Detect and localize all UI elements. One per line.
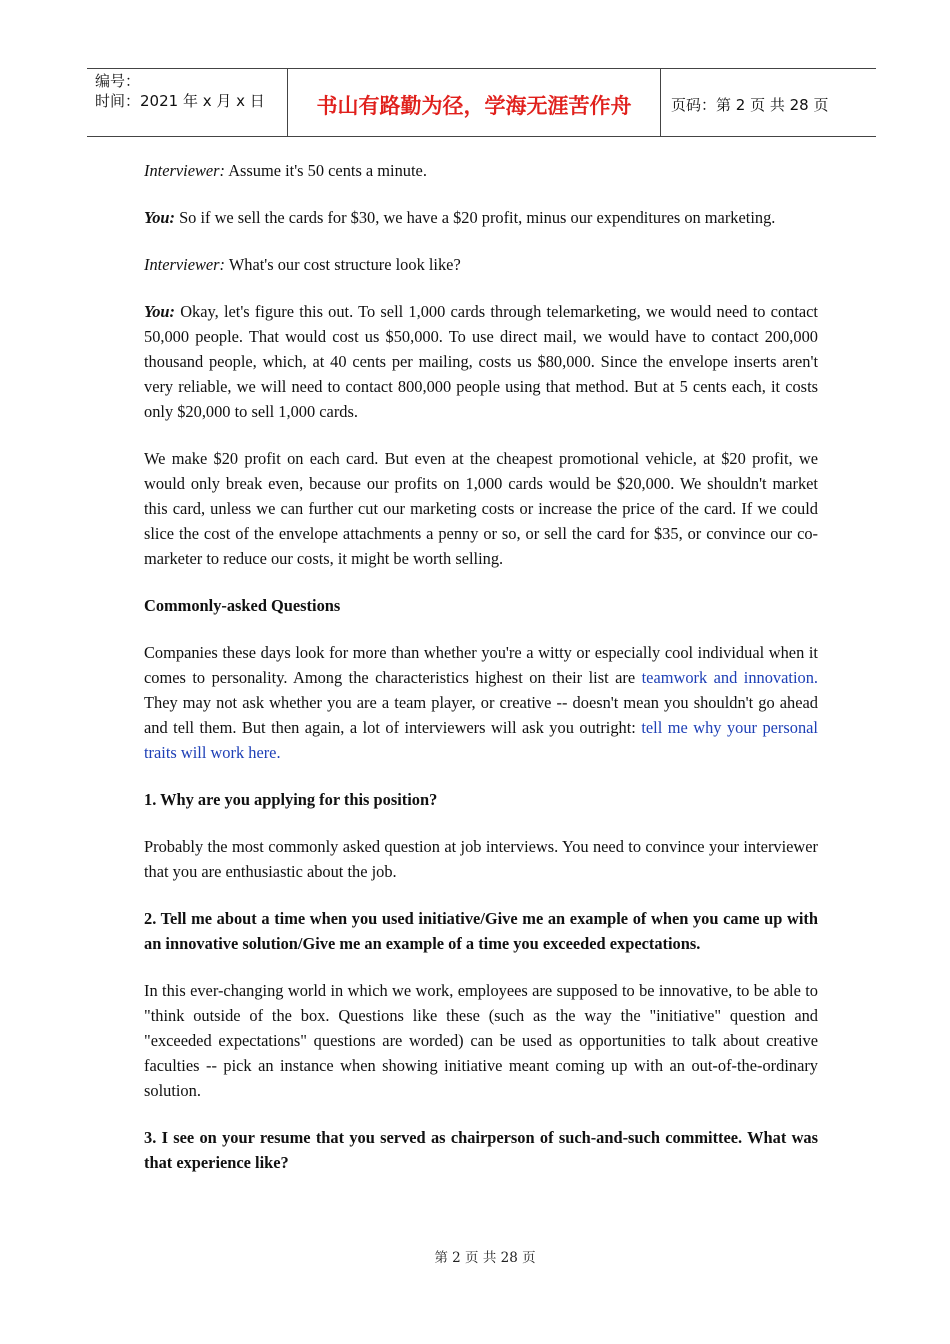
question-heading: 1. Why are you applying for this position? <box>144 790 438 809</box>
dialogue-text: So if we sell the cards for $30, we have a $20 profit, minus our expenditures on marketing. <box>174 208 776 227</box>
speaker-label: You: <box>144 302 175 321</box>
document-body <box>144 158 818 1197</box>
speaker-label: Interviewer: <box>144 161 226 180</box>
header-motto: 书山有路勤为径，学海无涯苦作舟 <box>287 69 661 136</box>
header-page-info: 页码：第 2 页 共 28 页 <box>671 96 829 114</box>
question-heading: 2. Tell me about a time when you used initiative/Give me an example of when you came up with an innovative solution/Give me an example of a time you exceeded expectations. <box>144 909 818 953</box>
paragraph-text: They may not ask whether you are a team player, or creative -- doesn't mean you shouldn't go ahead and tell them. But then again, a lot of interviewers will ask you outright: <box>144 693 818 737</box>
serial-label: 编号： <box>95 72 141 90</box>
dialogue-paragraph <box>144 252 818 277</box>
page-footer: 第 2 页 共 28 页 <box>434 1250 536 1266</box>
teamwork-link[interactable]: teamwork and innovation. <box>641 668 818 687</box>
dialogue-paragraph <box>144 158 818 183</box>
speaker-label: Interviewer: <box>144 255 226 274</box>
dialogue-paragraph <box>144 205 818 230</box>
header-meta <box>87 69 287 136</box>
body-paragraph: We make $20 profit on each card. But even at the cheapest promotional vehicle, at $20 profit, we would only break even, because our profits on 1,000 cards would be $20,000. We shouldn't market this card, unless we can further cut our marketing costs or increase the price of the card. If we could slice the cost of the envelope attachments a penny or so, or sell the card for $35, or convince our co-marketer to reduce our costs, it might be worth selling. <box>144 449 818 568</box>
body-paragraph <box>144 640 818 765</box>
dialogue-text: What's our cost structure look like? <box>225 255 461 274</box>
section-heading: Commonly-asked Questions <box>144 596 341 615</box>
dialogue-text: Okay, let's figure this out. To sell 1,000 cards through telemarketing, we would need to contact 50,000 people. That would cost us $50,000. To use direct mail, we would have to contact 200,000 thousand people, which, at 40 cents per mailing, costs us $80,000. Since the envelope inserts aren't very reliable, we will need to contact 800,000 people using that method. But at 5 cents each, it costs only $20,000 to sell 1,000 cards. <box>144 302 818 421</box>
answer-paragraph: Probably the most commonly asked question at job interviews. You need to convince your interviewer that you are enthusiastic about the job. <box>144 837 818 881</box>
page-header <box>87 68 876 137</box>
dialogue-paragraph <box>144 299 818 424</box>
paragraph-text: Companies these days look for more than whether you're a witty or especially cool individual when it comes to personality. Among the characteristics highest on their list are <box>144 643 818 687</box>
personal-traits-link[interactable]: tell me why your personal traits will work here. <box>144 718 818 762</box>
dialogue-text: Assume it's 50 cents a minute. <box>225 161 427 180</box>
answer-paragraph: In this ever-changing world in which we work, employees are supposed to be innovative, to be able to "think outside of the box. Questions like these (such as the way the "initiative" question and "exceeded expectations" questions are worded) can be used as opportunities to talk about creative faculties -- pick an instance when showing initiative meant coming up with an out-of-the-ordinary solution. <box>144 981 818 1100</box>
date-line: 时间：2021 年 x 月 x 日 <box>95 92 265 110</box>
speaker-label: You: <box>144 208 175 227</box>
question-heading: 3. I see on your resume that you served as chairperson of such-and-such committee. What was that experience like? <box>144 1128 818 1172</box>
